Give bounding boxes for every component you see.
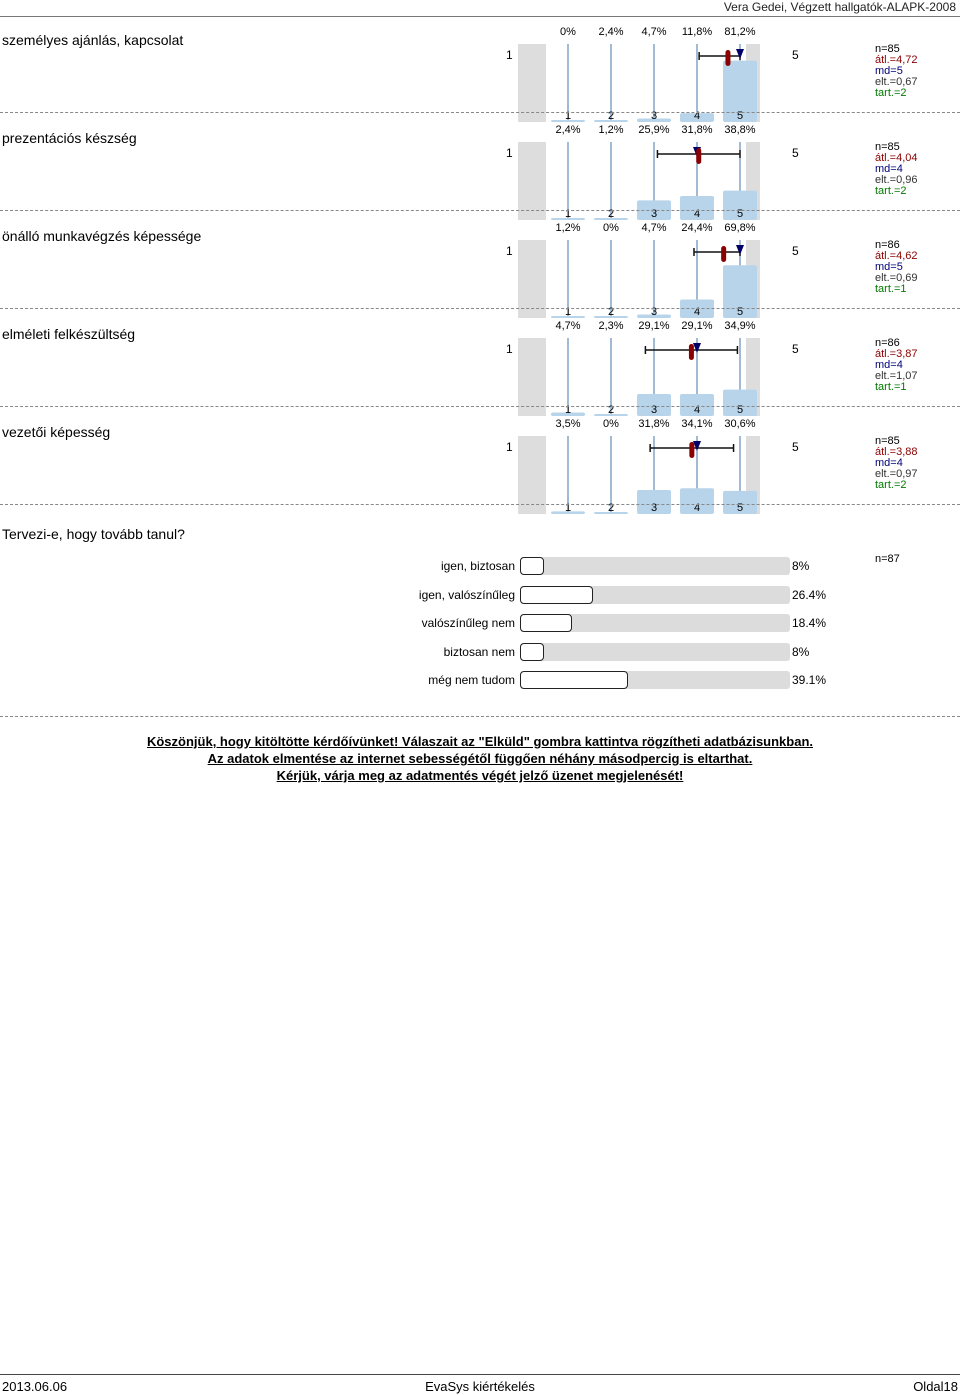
axis-tick-label: 4 xyxy=(693,208,701,220)
dash-separator xyxy=(0,112,960,113)
percent-label: 81,2% xyxy=(724,26,756,38)
footer-rule xyxy=(0,1374,960,1375)
mean-marker xyxy=(696,148,701,164)
percent-label: 29,1% xyxy=(638,320,670,332)
axis-tick-label: 3 xyxy=(650,208,658,220)
stats-mean: átl.=3,87 xyxy=(875,348,918,360)
stats-abstention: tart.=2 xyxy=(875,479,907,491)
mean-marker xyxy=(689,442,694,458)
option-percent: 8% xyxy=(792,645,810,659)
percent-label: 34,9% xyxy=(724,320,756,332)
option-bar-track xyxy=(520,557,790,575)
scale-min-label: 1 xyxy=(506,440,513,454)
axis-tick-label: 3 xyxy=(650,404,658,416)
percent-label: 1,2% xyxy=(598,124,624,136)
header-title: Vera Gedei, Végzett hallgatók-ALAPK-2008 xyxy=(723,0,956,14)
thanks-line-1: Köszönjük, hogy kitöltötte kérdőívünket! Válaszait az "Elküld" gombra kattintva rögzítheti adatbázisunkban. xyxy=(146,734,814,749)
percent-label: 0% xyxy=(603,418,619,430)
stats-median: md=5 xyxy=(875,65,903,77)
footer-date: 2013.06.06 xyxy=(2,1379,68,1394)
axis-tick-label: 2 xyxy=(607,502,615,514)
axis-tick-label: 2 xyxy=(607,306,615,318)
option-bar-fill xyxy=(520,671,628,689)
distribution-chart xyxy=(518,44,760,122)
stats-n: n=85 xyxy=(875,141,900,153)
dash-separator xyxy=(0,406,960,407)
axis-tick-label: 5 xyxy=(736,306,744,318)
question-label: prezentációs készség xyxy=(2,130,137,146)
axis-tick-label: 2 xyxy=(607,404,615,416)
option-percent: 8% xyxy=(792,559,810,573)
percent-label: 3,5% xyxy=(555,418,581,430)
question-label: vezetői képesség xyxy=(2,424,111,440)
stats-median: md=5 xyxy=(875,261,903,273)
option-bar-fill xyxy=(520,643,544,661)
percent-label: 30,6% xyxy=(724,418,756,430)
axis-tick-label: 2 xyxy=(607,110,615,122)
stats-mean: átl.=4,04 xyxy=(875,152,918,164)
option-percent: 18.4% xyxy=(792,616,827,630)
scale-min-label: 1 xyxy=(506,146,513,160)
rating-question xyxy=(0,320,960,418)
option-label: még nem tudom xyxy=(428,673,515,687)
question-label: elméleti felkészültség xyxy=(2,326,136,342)
dash-separator xyxy=(0,716,960,717)
axis-tick-label: 1 xyxy=(564,404,572,416)
axis-tick-label: 4 xyxy=(693,502,701,514)
option-bar-fill xyxy=(520,614,572,632)
footer-center: EvaSys kiértékelés xyxy=(425,1379,535,1394)
stats-block xyxy=(875,142,918,197)
percent-label: 31,8% xyxy=(681,124,713,136)
stats-block xyxy=(875,240,918,295)
rating-question xyxy=(0,124,960,222)
option-label: igen, biztosan xyxy=(440,559,515,573)
distribution-chart xyxy=(518,240,760,318)
percent-row xyxy=(546,124,761,138)
option-row xyxy=(0,643,960,667)
stats-deviation: elt.=0,96 xyxy=(875,174,918,186)
percent-row xyxy=(546,26,761,40)
scale-max-label: 5 xyxy=(792,146,799,160)
question-label: önálló munkavégzés képessége xyxy=(2,228,202,244)
thanks-line-2: Az adatok elmentése az internet sebességétől függően néhány másodpercig is eltarthat. xyxy=(207,751,753,766)
footer-page: Oldal18 xyxy=(913,1379,958,1394)
percent-label: 25,9% xyxy=(638,124,670,136)
option-bar-track xyxy=(520,643,790,661)
axis-tick-label: 4 xyxy=(693,404,701,416)
axis-tick-label: 1 xyxy=(564,208,572,220)
scale-min-label: 1 xyxy=(506,244,513,258)
scale-max-label: 5 xyxy=(792,342,799,356)
option-bar-track xyxy=(520,671,790,689)
stats-block xyxy=(875,338,918,393)
stats-n: n=86 xyxy=(875,239,900,251)
scale-min-label: 1 xyxy=(506,48,513,62)
percent-row xyxy=(546,320,761,334)
header-rule xyxy=(0,16,960,17)
percent-label: 2,4% xyxy=(598,26,624,38)
stats-median: md=4 xyxy=(875,457,903,469)
axis-tick-label: 4 xyxy=(693,110,701,122)
stats-mean: átl.=3,88 xyxy=(875,446,918,458)
option-bar-track xyxy=(520,586,790,604)
percent-label: 2,4% xyxy=(555,124,581,136)
option-percent: 26.4% xyxy=(792,588,827,602)
plan-question-title: Tervezi-e, hogy tovább tanul? xyxy=(2,526,185,542)
median-marker xyxy=(736,245,744,255)
axis-tick-label: 3 xyxy=(650,110,658,122)
median-marker xyxy=(736,49,744,59)
dash-separator xyxy=(0,210,960,211)
axis-tick-label: 5 xyxy=(736,502,744,514)
percent-label: 0% xyxy=(560,26,576,38)
percent-label: 24,4% xyxy=(681,222,713,234)
stats-n: n=86 xyxy=(875,337,900,349)
stats-abstention: tart.=2 xyxy=(875,185,907,197)
chart-edge-left xyxy=(518,436,546,514)
chart-edge-left xyxy=(518,44,546,122)
stats-abstention: tart.=1 xyxy=(875,283,907,295)
axis-tick-label: 3 xyxy=(650,502,658,514)
percent-label: 2,3% xyxy=(598,320,624,332)
chart-edge-left xyxy=(518,338,546,416)
percent-label: 4,7% xyxy=(555,320,581,332)
mean-marker xyxy=(689,344,694,360)
option-percent: 39.1% xyxy=(792,673,827,687)
scale-max-label: 5 xyxy=(792,244,799,258)
dash-separator xyxy=(0,308,960,309)
axis-tick-label: 1 xyxy=(564,306,572,318)
stats-abstention: tart.=1 xyxy=(875,381,907,393)
percent-label: 0% xyxy=(603,222,619,234)
rating-question xyxy=(0,418,960,516)
distribution-chart xyxy=(518,142,760,220)
option-bar-fill xyxy=(520,586,593,604)
thanks-message xyxy=(0,733,960,784)
option-label: biztosan nem xyxy=(443,645,515,659)
stats-deviation: elt.=0,97 xyxy=(875,468,918,480)
chart-edge-left xyxy=(518,142,546,220)
option-row xyxy=(0,586,960,610)
percent-row xyxy=(546,222,761,236)
option-bar-fill xyxy=(520,557,544,575)
mean-marker xyxy=(725,50,730,66)
axis-tick-label: 5 xyxy=(736,110,744,122)
percent-row xyxy=(546,418,761,432)
rating-question xyxy=(0,222,960,320)
option-label: valószínűleg nem xyxy=(421,616,515,630)
percent-label: 29,1% xyxy=(681,320,713,332)
stats-mean: átl.=4,62 xyxy=(875,250,918,262)
distribution-chart xyxy=(518,338,760,416)
median-marker xyxy=(693,343,701,353)
percent-label: 69,8% xyxy=(724,222,756,234)
axis-tick-label: 5 xyxy=(736,208,744,220)
question-label: személyes ajánlás, kapcsolat xyxy=(2,32,184,48)
percent-label: 1,2% xyxy=(555,222,581,234)
stats-mean: átl.=4,72 xyxy=(875,54,918,66)
option-bar-track xyxy=(520,614,790,632)
axis-tick-label: 2 xyxy=(607,208,615,220)
option-label: igen, valószínűleg xyxy=(418,588,515,602)
option-row xyxy=(0,671,960,695)
stats-deviation: elt.=1,07 xyxy=(875,370,918,382)
percent-label: 4,7% xyxy=(641,222,667,234)
stats-n: n=85 xyxy=(875,43,900,55)
percent-label: 11,8% xyxy=(681,26,713,38)
scale-max-label: 5 xyxy=(792,48,799,62)
axis-tick-label: 5 xyxy=(736,404,744,416)
stats-deviation: elt.=0,69 xyxy=(875,272,918,284)
mean-marker xyxy=(721,246,726,262)
option-row xyxy=(0,557,960,581)
stats-abstention: tart.=2 xyxy=(875,87,907,99)
stats-deviation: elt.=0,67 xyxy=(875,76,918,88)
scale-max-label: 5 xyxy=(792,440,799,454)
stats-median: md=4 xyxy=(875,163,903,175)
option-row xyxy=(0,614,960,638)
dash-separator xyxy=(0,504,960,505)
percent-label: 4,7% xyxy=(641,26,667,38)
axis-tick-label: 3 xyxy=(650,306,658,318)
stats-block xyxy=(875,436,918,491)
stats-block xyxy=(875,44,918,99)
percent-label: 31,8% xyxy=(638,418,670,430)
percent-label: 34,1% xyxy=(681,418,713,430)
axis-tick-label: 1 xyxy=(564,110,572,122)
stats-n: n=85 xyxy=(875,435,900,447)
axis-tick-label: 1 xyxy=(564,502,572,514)
rating-question xyxy=(0,26,960,124)
stats-median: md=4 xyxy=(875,359,903,371)
scale-min-label: 1 xyxy=(506,342,513,356)
axis-tick-label: 4 xyxy=(693,306,701,318)
distribution-chart xyxy=(518,436,760,514)
percent-label: 38,8% xyxy=(724,124,756,136)
plan-question-n: n=87 xyxy=(875,553,900,565)
chart-edge-left xyxy=(518,240,546,318)
thanks-line-3: Kérjük, várja meg az adatmentés végét jelző üzenet megjelenését! xyxy=(276,768,684,783)
